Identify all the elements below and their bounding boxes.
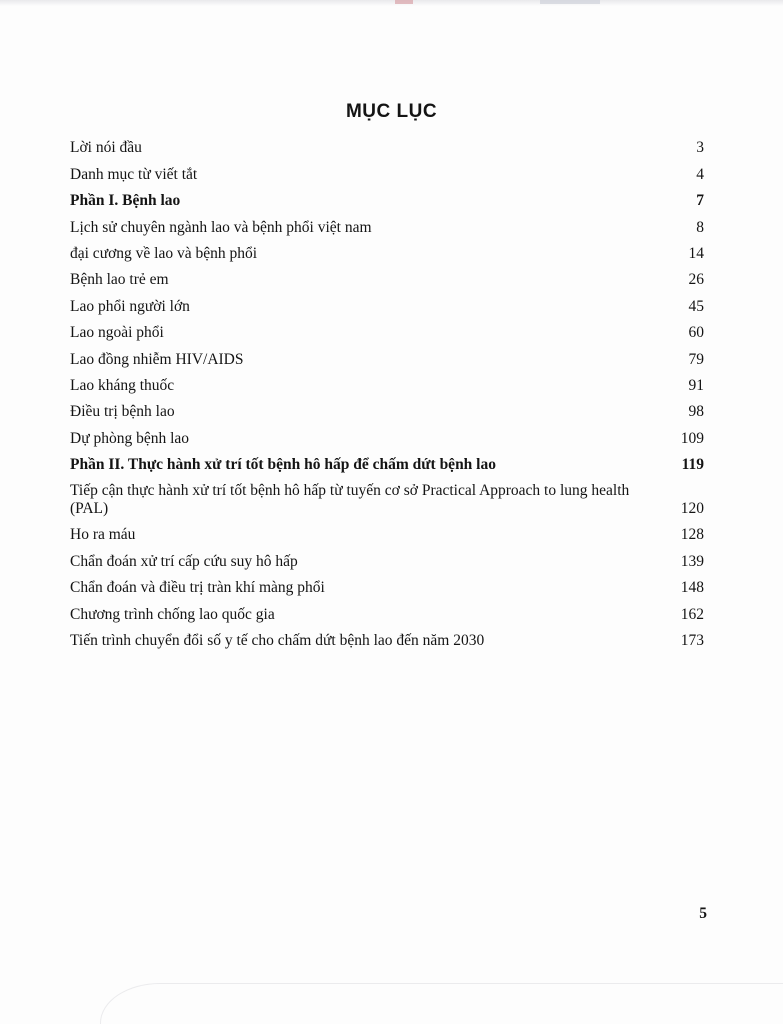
toc-entry-label: đại cương về lao và bệnh phổi — [70, 244, 258, 262]
toc-entry-label: Lao kháng thuốc — [70, 376, 175, 394]
toc-entry-label: Dự phòng bệnh lao — [70, 429, 190, 447]
scan-edge-shadow — [0, 0, 783, 6]
toc-entry-label: Lao ngoài phổi — [70, 324, 164, 342]
toc-entry — [70, 342, 704, 368]
toc-entry-page: 4 — [696, 165, 704, 183]
toc-entry-page: 45 — [688, 297, 704, 315]
toc-entry — [70, 448, 704, 474]
page-number: 5 — [699, 905, 707, 922]
toc-entry — [70, 210, 704, 236]
toc-entry-page: 8 — [696, 218, 704, 236]
scan-mark — [540, 0, 600, 4]
toc-entry — [70, 157, 704, 183]
toc-entry-page: 162 — [680, 605, 704, 623]
toc-title: MỤC LỤC — [345, 101, 438, 122]
toc-entry — [70, 624, 704, 650]
toc-entry-page: 128 — [680, 526, 704, 544]
toc-entry-page: 119 — [681, 456, 704, 474]
toc-entry-label: Ho ra máu — [70, 526, 136, 544]
toc-entry — [70, 597, 704, 623]
toc-entry — [70, 263, 704, 289]
toc-entry — [70, 131, 704, 157]
toc-entry-page: 60 — [688, 324, 704, 342]
toc-entry-label: Chương trình chống lao quốc gia — [70, 605, 275, 623]
toc-entry-page: 173 — [680, 632, 704, 650]
toc-entry-label: Tiếp cận thực hành xử trí tốt bệnh hô hấp từ tuyến cơ sở Practical Approach to lung health (PAL) — [70, 482, 630, 518]
toc-entry-label: Lời nói đầu — [70, 139, 142, 157]
toc-entry-label: Lao đồng nhiễm HIV/AIDS — [70, 350, 244, 368]
toc-entry-page: 3 — [696, 139, 704, 157]
toc-entry — [70, 421, 704, 447]
toc-entry-label: Điều trị bệnh lao — [70, 403, 175, 421]
toc-entry-page: 14 — [688, 244, 704, 262]
toc-entry — [70, 571, 704, 597]
toc-entry — [70, 474, 704, 518]
toc-entry — [70, 316, 704, 342]
scan-mark — [395, 0, 413, 4]
toc-entry — [70, 518, 704, 544]
toc-entry-label: Chẩn đoán xử trí cấp cứu suy hô hấp — [70, 552, 298, 570]
toc-entry-page: 120 — [680, 500, 704, 518]
paper-fold-shadow — [100, 983, 783, 1024]
toc-entry-page: 148 — [680, 579, 704, 597]
toc-entry-page: 26 — [688, 271, 704, 289]
toc-entry-label: Bệnh lao trẻ em — [70, 271, 169, 289]
toc-entry-label: Danh mục từ viết tắt — [70, 165, 198, 183]
table-of-contents — [70, 131, 704, 650]
toc-entry-page: 98 — [688, 403, 704, 421]
toc-entry — [70, 369, 704, 395]
toc-entry — [70, 184, 704, 210]
toc-entry-page: 139 — [680, 552, 704, 570]
toc-entry-label: Chẩn đoán và điều trị tràn khí màng phổi — [70, 579, 325, 597]
toc-entry-page: 7 — [696, 192, 704, 210]
toc-entry-label: Phần II. Thực hành xử trí tốt bệnh hô hấp để chấm dứt bệnh lao — [70, 456, 496, 474]
toc-entry — [70, 395, 704, 421]
toc-entry-label: Phần I. Bệnh lao — [70, 192, 181, 210]
toc-entry-page: 109 — [680, 429, 704, 447]
toc-entry — [70, 544, 704, 570]
toc-entry — [70, 289, 704, 315]
toc-entry-label: Lao phổi người lớn — [70, 297, 190, 315]
toc-entry-label: Lịch sử chuyên ngành lao và bệnh phổi việt nam — [70, 218, 372, 236]
toc-entry-label: Tiến trình chuyển đổi số y tế cho chấm dứt bệnh lao đến năm 2030 — [70, 632, 485, 650]
toc-entry-page: 91 — [688, 376, 704, 394]
toc-entry — [70, 237, 704, 263]
toc-entry-page: 79 — [688, 350, 704, 368]
